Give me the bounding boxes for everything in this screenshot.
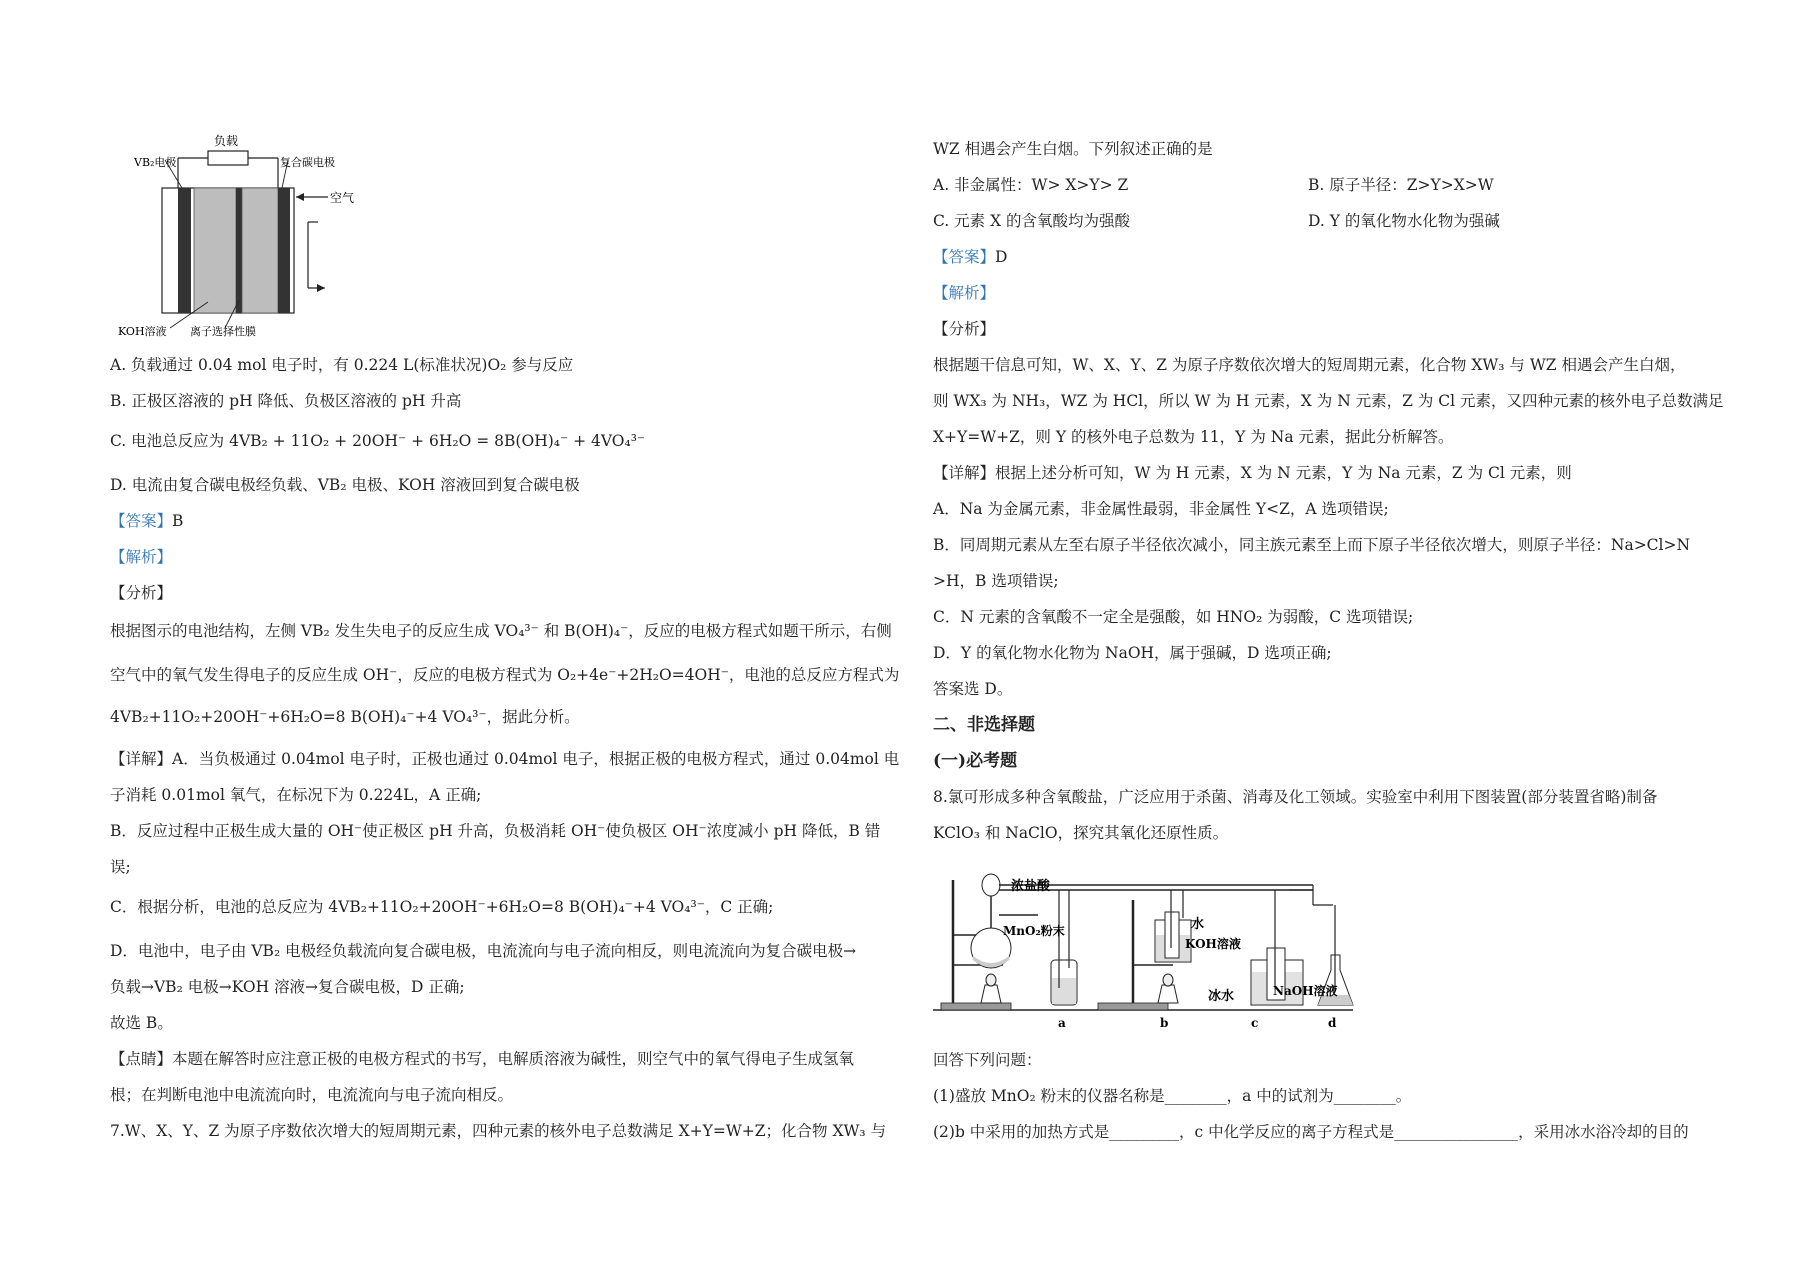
carbon-electrode [278,188,290,313]
sub-question-1: (1)盛放 MnO₂ 粉末的仪器名称是________，a 中的试剂为________。 [933,1087,1412,1105]
question-8-line-1: 8.氯可形成多种含氧酸盐，广泛应用于杀菌、消毒及化工领域。实验室中利用下图装置(部分装置省略)制备 [933,788,1658,806]
water-label: 水 [1191,917,1205,932]
detail-line-3: B．反应过程中正极生成大量的 OH⁻使正极区 pH 升高，负极消耗 OH⁻使负极区 OH⁻浓度减小 pH 降低，B 错 [110,822,881,840]
answer-line [110,511,183,531]
tip-line-1: 【点睛】本题在解答时应注意正极的电极方程式的书写，电解质溶液为碱性，则空气中的氧气得电子生成氢氧 [110,1050,855,1068]
option-a: A. 负载通过 0.04 mol 电子时，有 0.224 L(标准状况)O₂ 参与反应 [110,356,574,374]
apparatus-d-label: d [1328,1016,1337,1030]
question-8-line-2: KClO₃ 和 NaClO，探究其氧化还原性质。 [933,824,1229,842]
answer-tag: 【答案】 [933,248,996,266]
apparatus-b-label: b [1160,1016,1169,1030]
options-row-1 [933,175,1723,195]
jiexi-tag: 【解析】 [933,284,996,302]
apparatus-c-label: c [1251,1016,1259,1030]
ice-water-label: 冰水 [1208,989,1235,1004]
load-resistor [208,151,248,165]
fenxi-tag: 【分析】 [933,320,996,338]
option-b: B. 正极区溶液的 pH 降低、负极区溶液的 pH 升高 [110,392,462,410]
detail-line-8: 故选 B。 [110,1014,173,1032]
detail-line-1: 【详解】根据上述分析可知，W 为 H 元素，X 为 N 元素，Y 为 Na 元素，Z 为 Cl 元素，则 [933,464,1572,482]
analysis-line-2: 则 WX₃ 为 NH₃，WZ 为 HCl，所以 W 为 H 元素，X 为 N 元素，Z 为 Cl 元素，又四种元素的核外电子总数满足 [933,392,1724,410]
detail-line-7: 答案选 D。 [933,680,1013,698]
detail-line-6: D．电池中，电子由 VB₂ 电极经负载流向复合碳电极，电流流向与电子流向相反，则电流流向为复合碳电极→ [110,942,857,960]
question-7: 7.W、X、Y、Z 为原子序数依次增大的短周期元素，四种元素的核外电子总数满足 X+Y=W+Z；化合物 XW₃ 与 [110,1122,887,1140]
naoh-label: NaOH溶液 [1273,984,1338,998]
vb2-electrode-label: VB₂电极 [134,156,177,169]
load-label: 负载 [214,134,239,148]
carbon-electrode-label: 复合碳电极 [280,156,335,169]
answer-tag: 【答案】 [110,512,173,530]
detail-line-2: 子消耗 0.01mol 氧气，在标况下为 0.224L，A 正确; [110,786,482,804]
mno2-label: MnO₂粉末 [1003,924,1065,938]
sub-question-2: (2)b 中采用的加热方式是_________，c 中化学反应的离子方程式是________________，采用冰水浴冷却的目的 [933,1123,1689,1141]
option-c: C. 电池总反应为 4VB₂ + 11O₂ + 20OH⁻ + 6H₂O = 8B(OH)₄⁻ + 4VO₄³⁻ [110,432,646,450]
koh-label: KOH溶液 [118,325,167,338]
detail-line-5: C．根据分析，电池的总反应为 4VB₂+11O₂+20OH⁻+6H₂O=8 B(OH)₄⁻+4 VO₄³⁻，C 正确; [110,898,774,916]
hcl-label: 浓盐酸 [1011,879,1051,894]
section-heading: 二、非选择题 [933,715,1035,735]
answer-prompt: 回答下列问题： [933,1051,1042,1069]
tip-line-2: 根；在判断电池中电流流向时，电流流向与电子流向相反。 [110,1086,514,1104]
answer-value: B [172,512,184,530]
detail-line-3: B．同周期元素从左至右原子半径依次减小，同主族元素至上而下原子半径依次增大，则原子半径：Na>Cl>N [933,536,1691,554]
analysis-line-1: 根据题干信息可知，W、X、Y、Z 为原子序数依次增大的短周期元素，化合物 XW₃ 与 WZ 相遇会产生白烟， [933,356,1686,374]
option-c: C. 元素 X 的含氧酸均为强酸 [933,212,1131,230]
jiexi-tag: 【解析】 [110,548,173,566]
apparatus-diagram [933,860,1373,1035]
koh-solution-label: KOH溶液 [1185,937,1241,951]
detail-line-6: D．Y 的氧化物水化物为 NaOH，属于强碱，D 选项正确; [933,644,1332,662]
answer-value: D [995,248,1008,266]
question-7-cont: WZ 相遇会产生白烟。下列叙述正确的是 [933,140,1213,158]
answer-line [933,247,1007,267]
options-row-2 [933,211,1723,231]
analysis-line-2: 空气中的氧气发生得电子的反应生成 OH⁻，反应的电极方程式为 O₂+4e⁻+2H₂O=4OH⁻，电池的总反应方程式为 [110,666,900,684]
analysis-line-1: 根据图示的电池结构，左侧 VB₂ 发生失电子的反应生成 VO₄³⁻ 和 B(OH)₄⁻，反应的电极方程式如题干所示，右侧 [110,622,892,640]
option-a: A. 非金属性：W> X>Y> Z [933,176,1129,194]
section-subheading: (一)必考题 [933,751,1018,771]
detail-line-1: 【详解】A．当负极通过 0.04mol 电子时，正极也通过 0.04mol 电子，根据正极的电极方程式，通过 0.04mol 电 [110,750,900,768]
membrane-label: 离子选择性膜 [190,325,256,338]
detail-line-4: >H，B 选项错误; [933,572,1059,590]
air-label: 空气 [330,191,355,205]
detail-line-4: 误; [110,858,131,876]
option-d: D. 电流由复合碳电极经负载、VB₂ 电极、KOH 溶液回到复合碳电极 [110,476,580,494]
option-d: D. Y 的氧化物水化物为强碱 [1308,212,1500,230]
detail-line-2: A．Na 为金属元素，非金属性最弱，非金属性 Y<Z，A 选项错误; [933,500,1389,518]
analysis-line-3: 4VB₂+11O₂+20OH⁻+6H₂O=8 B(OH)₄⁻+4 VO₄³⁻，据此分析。 [110,708,580,726]
detail-line-5: C．N 元素的含氧酸不一定全是强酸，如 HNO₂ 为弱酸，C 选项错误; [933,608,1414,626]
fenxi-tag: 【分析】 [110,584,173,602]
option-b: B. 原子半径：Z>Y>X>W [1308,176,1494,194]
apparatus-a-label: a [1058,1016,1066,1030]
vb2-electrode [178,188,191,313]
analysis-line-3: X+Y=W+Z，则 Y 的核外电子总数为 11，Y 为 Na 元素，据此分析解答。 [933,428,1454,446]
battery-diagram [110,130,370,340]
detail-line-7: 负载→VB₂ 电极→KOH 溶液→复合碳电极，D 正确; [110,978,465,996]
ion-membrane [236,188,242,313]
